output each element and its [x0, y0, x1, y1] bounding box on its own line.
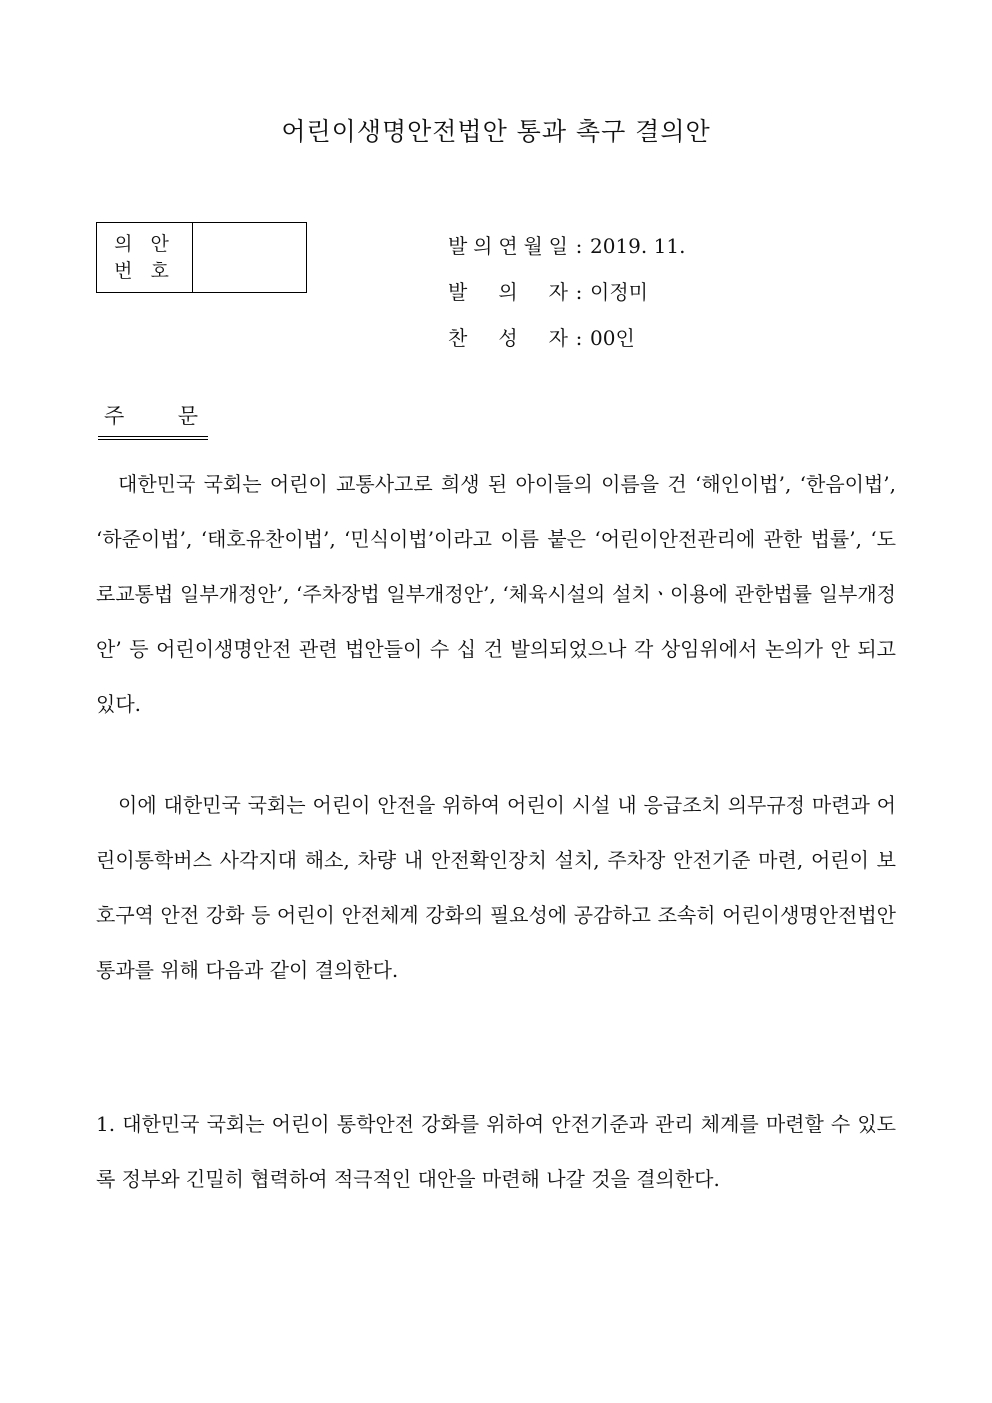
body-paragraph-2: 이에 대한민국 국회는 어린이 안전을 위하여 어린이 시설 내 응급조치 의무규정 마련과 어린이통학버스 사각지대 해소, 차량 내 안전확인장치 설치, 주차장 안전기준 마련, 어린이 보호구역 안전 강화 등 어린이 안전체계 강화의 필요성에 공감하고 조속히 어린이생명안전법안 통과를 위해 다음과 같이 결의한다.: [96, 793, 896, 982]
section-heading-char: 문: [177, 404, 198, 428]
resolution-item-1: 1. 대한민국 국회는 어린이 통학안전 강화를 위하여 안전기준과 관리 체계를 마련할 수 있도록 정부와 긴밀히 협력하여 적극적인 대안을 마련해 나갈 것을 결의한다.: [96, 1112, 896, 1191]
bill-number-value: [193, 223, 306, 292]
bill-number-label: [97, 223, 193, 292]
meta-row-proposer: [448, 272, 685, 318]
meta-value-proposer: 이정미: [590, 280, 648, 304]
heading-underline: [98, 436, 208, 437]
meta-value-supporters: 00인: [590, 326, 635, 350]
bill-number-box: [96, 222, 307, 293]
meta-label-date: 발 의 연 월 일: [448, 234, 568, 258]
section-heading-char: 주: [104, 404, 125, 428]
meta-row-date: [448, 226, 685, 272]
bill-meta: [448, 226, 685, 364]
bill-number-label-line1: 의 안: [114, 232, 175, 255]
meta-colon: :: [575, 234, 583, 258]
meta-label-supporters: 찬 성 자: [448, 326, 568, 350]
heading-underline: [98, 439, 208, 440]
body-paragraph-1: 대한민국 국회는 어린이 교통사고로 희생 된 아이들의 이름을 건 ‘해인이법’, ‘한음이법’, ‘하준이법’, ‘태호유찬이법’, ‘민식이법’이라고 이름 붙은 ‘어린이안전관리에 관한 법률’, ‘도로교통법 일부개정안’, ‘주차장법 일부개정안’, ‘체육시설의 설치ㆍ이용에 관한법률 일부개정안’ 등 어린이생명안전 관련 법안들이 수 십 건 발의되었으나 각 상임위에서 논의가 안 되고 있다.: [96, 472, 896, 716]
meta-row-supporters: [448, 318, 685, 364]
bill-number-label-line2: 번 호: [114, 259, 175, 282]
document-title: 어린이생명안전법안 통과 촉구 결의안: [281, 117, 711, 146]
section-heading: [98, 400, 208, 440]
meta-colon: :: [575, 280, 583, 304]
meta-value-date: 2019. 11.: [590, 234, 686, 258]
meta-label-proposer: 발 의 자: [448, 280, 568, 304]
meta-colon: :: [575, 326, 583, 350]
